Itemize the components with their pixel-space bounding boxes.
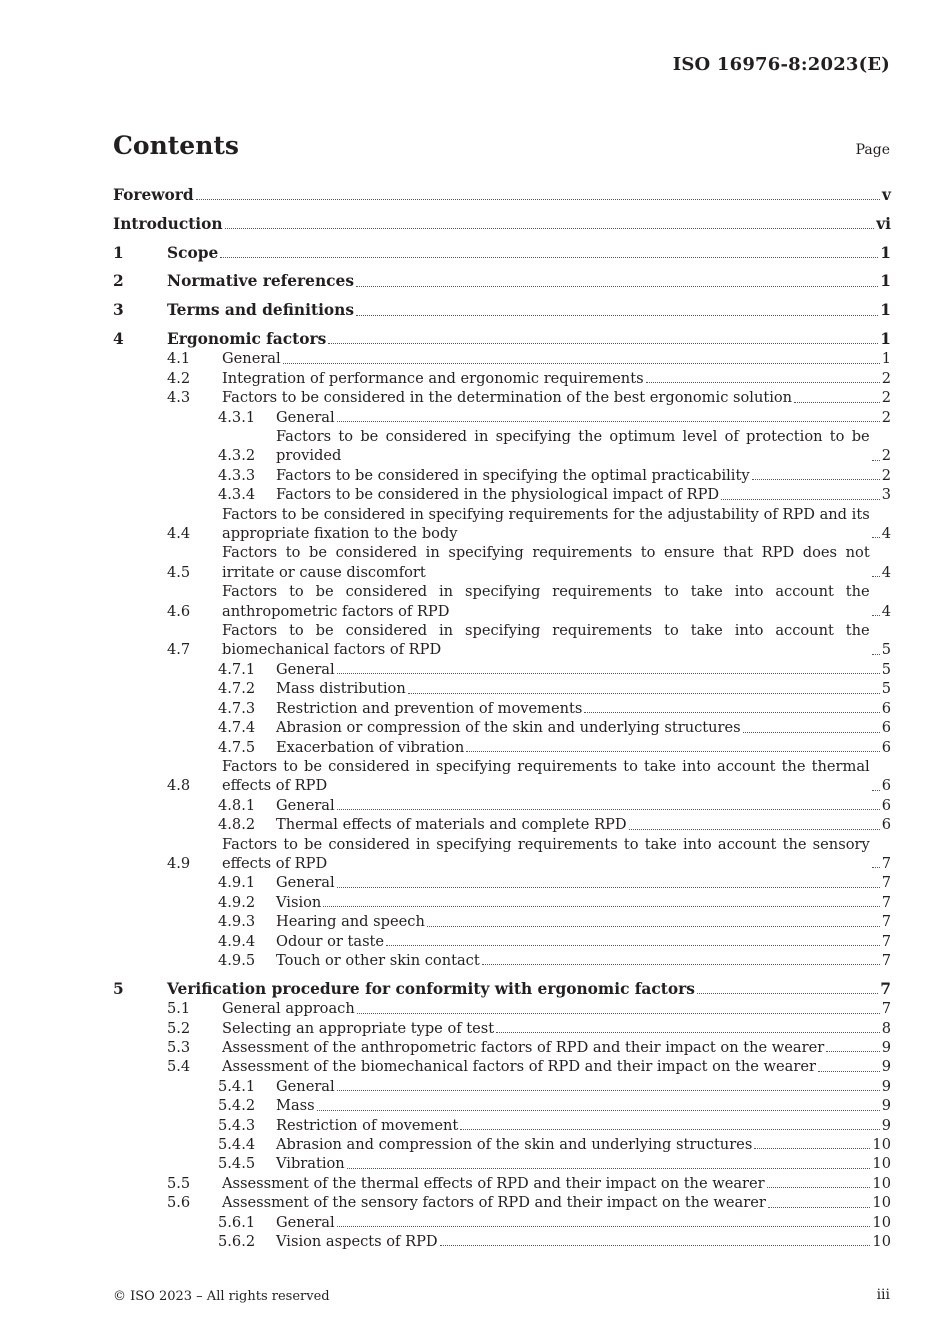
toc-entry-title-group — [222, 835, 882, 874]
dot-leader — [356, 286, 878, 287]
toc-entry-title-group — [276, 408, 882, 427]
toc-entry[interactable] — [113, 1135, 891, 1154]
toc-entry-title-group — [167, 301, 880, 320]
toc-entry-title: Restriction and prevention of movements — [276, 699, 583, 717]
toc-entry-number: 4.8 — [167, 777, 191, 795]
toc-entry-title-group — [113, 215, 876, 234]
toc-entry-title-group — [276, 951, 882, 970]
toc-entry[interactable] — [113, 369, 891, 388]
toc-entry-title-group — [222, 582, 882, 621]
toc-entry[interactable] — [113, 873, 891, 892]
toc-entry-title-group — [276, 1135, 872, 1154]
toc-entry-title: Introduction — [113, 214, 223, 233]
toc-entry-title: Assessment of the thermal effects of RPD and their impact on the wearer — [222, 1174, 765, 1192]
toc-entry-number: 5.4 — [167, 1058, 191, 1076]
toc-entry[interactable] — [113, 244, 891, 263]
toc-entry-title: Mass — [276, 1097, 315, 1115]
toc-entry[interactable] — [113, 980, 891, 999]
toc-entry-page: 10 — [872, 1233, 891, 1251]
dot-leader — [196, 199, 880, 200]
toc-entry-page: 10 — [872, 1136, 891, 1154]
toc-entry-page: 9 — [881, 1077, 891, 1095]
toc-entry[interactable] — [113, 408, 891, 427]
page-title: Contents — [113, 131, 240, 160]
toc-entry-title-group — [222, 1193, 872, 1212]
toc-entry[interactable] — [113, 999, 891, 1018]
toc-entry-title-group — [276, 1154, 872, 1173]
toc-entry-title-group — [113, 186, 882, 205]
toc-entry-number: 5.4.2 — [218, 1097, 256, 1115]
toc-entry-title: Factors to be considered in specifying requirements to ensure that RPD does not irritate or cause discomfort — [222, 544, 870, 581]
toc-entry-title-group — [276, 1116, 882, 1135]
toc-entry-page: 4 — [881, 563, 891, 581]
toc-entry-page: 6 — [881, 777, 891, 795]
dot-leader — [408, 693, 880, 694]
dot-leader — [337, 1090, 880, 1091]
toc-entry-title: Restriction of movement — [276, 1116, 459, 1134]
toc-entry-title: General approach — [222, 1000, 355, 1018]
dot-leader — [323, 906, 879, 907]
toc-entry-title-group — [222, 543, 882, 582]
dot-leader — [337, 1226, 871, 1227]
dot-leader — [317, 1110, 880, 1111]
toc-entry-page: 3 — [881, 486, 891, 504]
toc-entry-title-group — [222, 349, 882, 368]
toc-entry-title: General — [222, 350, 281, 368]
toc-entry-number: 4.2 — [167, 369, 191, 387]
toc-entry-page: 4 — [881, 525, 891, 543]
toc-entry-title-group — [276, 699, 882, 718]
toc-entry-title: Ergonomic factors — [167, 329, 327, 348]
toc-entry[interactable] — [113, 796, 891, 815]
toc-entry[interactable] — [113, 1232, 891, 1251]
toc-entry-title-group — [167, 330, 880, 349]
toc-entry-title-group — [276, 932, 882, 951]
toc-entry[interactable] — [113, 1057, 891, 1076]
toc-entry-title-group — [276, 485, 882, 504]
toc-entry[interactable] — [113, 757, 891, 796]
toc-entry-title: General — [276, 796, 335, 814]
toc-entry-title-group — [222, 1038, 882, 1057]
toc-entry[interactable] — [113, 660, 891, 679]
toc-entry[interactable] — [113, 272, 891, 291]
dot-leader — [752, 479, 880, 480]
toc-entry-number: 4.9 — [167, 854, 191, 872]
toc-entry-title: Factors to be considered in specifying requirements for the adjustability of RPD and its appropriate fixation to the body — [222, 505, 870, 543]
toc-entry-title-group — [276, 466, 882, 485]
toc-entry-page: 6 — [881, 719, 891, 737]
toc-entry-number: 4.7.4 — [218, 719, 256, 737]
toc-entry-number: 4.7.1 — [218, 660, 256, 678]
dot-leader — [337, 673, 880, 674]
toc-entry-number: 5.4.4 — [218, 1136, 256, 1154]
toc-entry-title-group — [276, 738, 882, 757]
toc-entry-page: 7 — [881, 913, 891, 931]
toc-entry-page: 6 — [881, 796, 891, 814]
toc-entry-number: 4.4 — [167, 525, 191, 543]
toc-entry-number: 4.7.3 — [218, 699, 256, 717]
toc-entry-title-group — [222, 621, 882, 660]
toc-entry-title: Abrasion or compression of the skin and underlying structures — [276, 719, 741, 737]
dot-leader — [646, 382, 880, 383]
dot-leader — [220, 257, 878, 258]
toc-entry-title-group — [276, 1232, 872, 1251]
dot-leader — [826, 1051, 880, 1052]
toc-entry-title: Mass distribution — [276, 680, 406, 698]
toc-entry-page: 7 — [881, 854, 891, 872]
toc-entry[interactable] — [113, 388, 891, 407]
toc-entry-number: 4.3 — [167, 389, 191, 407]
toc-entry-title-group — [276, 427, 882, 466]
toc-entry[interactable] — [113, 485, 891, 504]
dot-leader — [466, 751, 879, 752]
dot-leader — [872, 576, 880, 577]
toc-entry-number: 4.5 — [167, 563, 191, 581]
toc-entry[interactable] — [113, 505, 891, 544]
toc-entry-title-group — [276, 815, 882, 834]
toc-entry-title-group — [222, 1174, 872, 1193]
dot-leader — [872, 615, 880, 616]
toc-entry-number: 4.6 — [167, 602, 191, 620]
dot-leader — [721, 499, 880, 500]
toc-entry-page: 1 — [880, 243, 891, 262]
toc-entry-page: 9 — [881, 1058, 891, 1076]
toc-entry[interactable] — [113, 349, 891, 368]
toc-entry-number: 4.7.2 — [218, 680, 256, 698]
toc-entry-number: 4.1 — [167, 350, 191, 368]
dot-leader — [872, 790, 880, 791]
toc-entry-title-group — [222, 369, 882, 388]
toc-entry[interactable] — [113, 738, 891, 757]
toc-entry-page: 10 — [872, 1194, 891, 1212]
toc-entry-page: 9 — [881, 1116, 891, 1134]
toc-entry-title-group — [167, 980, 880, 999]
toc-entry-title: Factors to be considered in specifying the optimum level of protection to be provided — [276, 428, 870, 465]
toc-entry-page: 10 — [872, 1174, 891, 1192]
dot-leader — [386, 945, 880, 946]
dot-leader — [357, 1013, 880, 1014]
toc-entry-number: 4.9.1 — [218, 874, 256, 892]
toc-entry-number: 4.9.4 — [218, 932, 256, 950]
toc-entry-number: 4.9.2 — [218, 893, 256, 911]
toc-entry-page: 10 — [872, 1213, 891, 1231]
toc-entry[interactable] — [113, 215, 891, 234]
toc-entry-page: 5 — [881, 680, 891, 698]
dot-leader — [440, 1245, 871, 1246]
toc-entry-page: 2 — [881, 466, 891, 484]
toc-entry-number: 5.3 — [167, 1039, 191, 1056]
toc-entry-title-group — [222, 757, 882, 796]
toc-entry-number: 5.6 — [167, 1194, 191, 1212]
toc-entry[interactable] — [113, 466, 891, 485]
toc-entry[interactable] — [113, 1077, 891, 1096]
dot-leader — [347, 1168, 871, 1169]
toc-entry-title: Assessment of the biomechanical factors of RPD and their impact on the wearer — [222, 1058, 816, 1076]
toc-entry[interactable] — [113, 932, 891, 951]
dot-leader — [743, 732, 880, 733]
toc-entry-number: 5.2 — [167, 1019, 191, 1037]
toc-entry-page: v — [882, 186, 891, 204]
toc-entry-page: 7 — [881, 893, 891, 911]
toc-entry[interactable] — [113, 1116, 891, 1135]
toc-entry-title: General — [276, 1213, 335, 1231]
toc-entry[interactable] — [113, 543, 891, 582]
dot-leader — [584, 712, 879, 713]
toc-entry-number: 4.3.4 — [218, 486, 256, 504]
toc-entry-page: 6 — [881, 738, 891, 756]
dot-leader — [767, 1187, 871, 1188]
toc-entry-title: Normative references — [167, 272, 354, 291]
dot-leader — [356, 315, 878, 316]
dot-leader — [482, 964, 880, 965]
toc-entry-title-group — [276, 796, 882, 815]
dot-leader — [460, 1129, 879, 1130]
dot-leader — [337, 887, 880, 888]
toc-entry[interactable] — [113, 835, 891, 874]
toc-entry-page: 7 — [881, 1000, 891, 1018]
page-number: iii — [876, 1287, 890, 1303]
toc-entry[interactable] — [113, 186, 891, 205]
toc-entry[interactable] — [113, 679, 891, 698]
dot-leader — [427, 926, 880, 927]
toc-entry-page: 2 — [881, 369, 891, 387]
table-of-contents — [113, 186, 891, 1251]
toc-entry-title: Vibration — [276, 1155, 345, 1173]
toc-entry-title: Odour or taste — [276, 932, 385, 950]
toc-entry-number: 4.7.5 — [218, 738, 256, 756]
toc-entry-title: Assessment of the sensory factors of RPD and their impact on the wearer — [222, 1194, 766, 1212]
toc-entry-title: Terms and definitions — [167, 301, 355, 320]
toc-entry-page: 2 — [881, 447, 891, 465]
dot-leader — [697, 993, 878, 994]
toc-entry-title-group — [276, 912, 882, 931]
toc-entry-number: 4 — [113, 329, 124, 348]
toc-entry[interactable] — [113, 1096, 891, 1115]
toc-entry-page: 10 — [872, 1155, 891, 1173]
toc-entry-page: 7 — [881, 932, 891, 950]
toc-entry-number: 5.6.1 — [218, 1213, 256, 1231]
toc-entry-number: 5.5 — [167, 1174, 191, 1192]
toc-entry-page: 7 — [880, 979, 891, 998]
dot-leader — [225, 228, 875, 229]
toc-entry[interactable] — [113, 1174, 891, 1193]
dot-leader — [496, 1032, 880, 1033]
dot-leader — [872, 867, 880, 868]
toc-entry[interactable] — [113, 1213, 891, 1232]
toc-entry[interactable] — [113, 621, 891, 660]
toc-entry-title-group — [222, 1057, 882, 1076]
toc-entry-page: 8 — [881, 1019, 891, 1037]
toc-entry-number: 5.4.1 — [218, 1077, 256, 1095]
toc-entry-number: 2 — [113, 272, 124, 291]
toc-entry-title: Verification procedure for conformity with ergonomic factors — [167, 979, 695, 998]
toc-entry[interactable] — [113, 427, 891, 466]
toc-entry[interactable] — [113, 699, 891, 718]
toc-entry-title: Factors to be considered in the determination of the best ergonomic solution — [222, 389, 793, 407]
toc-entry-number: 5 — [113, 979, 124, 998]
document-id: ISO 16976-8:2023(E) — [672, 54, 890, 75]
toc-entry[interactable] — [113, 893, 891, 912]
toc-entry-title-group — [167, 244, 880, 263]
toc-entry-title: General — [276, 660, 335, 678]
toc-entry[interactable] — [113, 912, 891, 931]
toc-entry-page: 1 — [881, 350, 891, 368]
toc-entry-title: Vision aspects of RPD — [276, 1233, 438, 1251]
toc-entry[interactable] — [113, 815, 891, 834]
toc-entry[interactable] — [113, 1019, 891, 1038]
toc-entry-number: 4.8.2 — [218, 816, 256, 834]
toc-entry-title: General — [276, 874, 335, 892]
toc-entry[interactable] — [113, 301, 891, 320]
toc-entry-title: Touch or other skin contact — [276, 951, 480, 969]
toc-entry-number: 5.1 — [167, 1000, 191, 1018]
toc-entry-number: 5.6.2 — [218, 1233, 256, 1251]
toc-entry-title-group — [222, 388, 882, 407]
toc-entry-title-group — [276, 660, 882, 679]
toc-entry-title: Integration of performance and ergonomic requirements — [222, 369, 644, 387]
toc-entry-title: Hearing and speech — [276, 913, 425, 931]
toc-entry-title-group — [276, 893, 882, 912]
toc-entry-page: vi — [876, 214, 891, 233]
toc-entry-page: 7 — [881, 874, 891, 892]
toc-entry-page: 1 — [880, 272, 891, 291]
toc-entry-number: 1 — [113, 243, 124, 262]
toc-entry-number: 4.9.5 — [218, 951, 256, 969]
page-column-label: Page — [855, 142, 890, 158]
toc-entry[interactable] — [113, 1038, 891, 1057]
toc-entry-title-group — [222, 505, 882, 544]
dot-leader — [872, 654, 880, 655]
toc-entry-number: 4.8.1 — [218, 796, 256, 814]
dot-leader — [337, 809, 880, 810]
toc-entry-page: 1 — [880, 329, 891, 348]
dot-leader — [337, 421, 880, 422]
toc-entry-number: 3 — [113, 301, 124, 320]
toc-entry-number: 5.4.3 — [218, 1116, 256, 1134]
toc-entry-page: 2 — [881, 389, 891, 407]
toc-entry-page: 4 — [881, 602, 891, 620]
toc-entry-title-group — [222, 999, 882, 1018]
toc-entry-page: 6 — [881, 699, 891, 717]
toc-entry-title: General — [276, 408, 335, 426]
dot-leader — [872, 460, 880, 461]
dot-leader — [818, 1071, 880, 1072]
dot-leader — [283, 363, 880, 364]
toc-entry-page: 7 — [881, 951, 891, 969]
toc-entry-title-group — [276, 679, 882, 698]
toc-entry-page: 2 — [881, 408, 891, 426]
toc-entry[interactable] — [113, 951, 891, 970]
toc-entry-title: Vision — [276, 893, 322, 911]
toc-entry-number: 4.9.3 — [218, 913, 256, 931]
toc-entry-title-group — [276, 1096, 882, 1115]
toc-entry[interactable] — [113, 330, 891, 349]
toc-entry[interactable] — [113, 582, 891, 621]
toc-entry-page: 5 — [881, 641, 891, 659]
toc-entry-title-group — [276, 1213, 872, 1232]
toc-entry-title: Foreword — [113, 186, 194, 204]
toc-entry-number: 4.3.2 — [218, 447, 256, 465]
toc-entry-title-group — [276, 718, 882, 737]
toc-entry[interactable] — [113, 1154, 891, 1173]
toc-entry[interactable] — [113, 1193, 891, 1212]
toc-entry-title-group — [276, 1077, 882, 1096]
toc-entry-page: 9 — [881, 1039, 891, 1056]
dot-leader — [754, 1148, 870, 1149]
toc-entry-title-group — [167, 272, 880, 291]
toc-entry-title: Exacerbation of vibration — [276, 738, 465, 756]
toc-entry-title: Factors to be considered in specifying requirements to take into account the sensory effects of RPD — [222, 835, 870, 872]
copyright-notice: © ISO 2023 – All rights reserved — [113, 1289, 330, 1304]
toc-entry-title: Factors to be considered in specifying requirements to take into account the anthropometric factors of RPD — [222, 583, 870, 620]
toc-entry-title: Selecting an appropriate type of test — [222, 1019, 495, 1037]
toc-entry-page: 9 — [881, 1097, 891, 1115]
toc-entry-title: Factors to be considered in specifying the optimal practicability — [276, 466, 750, 484]
toc-entry-title: General — [276, 1077, 335, 1095]
toc-entry-number: 4.3.3 — [218, 466, 256, 484]
toc-entry-title-group — [276, 873, 882, 892]
toc-entry-title: Factors to be considered in specifying requirements to take into account the biomechanical factors of RPD — [222, 622, 870, 659]
toc-entry[interactable] — [113, 718, 891, 737]
toc-entry-title: Assessment of the anthropometric factors of RPD and their impact on the wearer — [222, 1039, 825, 1056]
toc-entry-page: 6 — [881, 816, 891, 834]
toc-entry-number: 4.7 — [167, 641, 191, 659]
toc-entry-title: Factors to be considered in specifying requirements to take into account the thermal effects of RPD — [222, 757, 870, 795]
toc-entry-title: Abrasion and compression of the skin and underlying structures — [276, 1136, 753, 1154]
toc-entry-page: 1 — [880, 301, 891, 320]
toc-entry-number: 5.4.5 — [218, 1155, 256, 1173]
dot-leader — [328, 343, 878, 344]
toc-entry-title: Scope — [167, 243, 219, 262]
dot-leader — [768, 1207, 871, 1208]
toc-entry-title-group — [222, 1019, 882, 1038]
toc-entry-number: 4.3.1 — [218, 408, 256, 426]
toc-entry-title: Thermal effects of materials and complete RPD — [276, 816, 627, 834]
toc-entry-title: Factors to be considered in the physiological impact of RPD — [276, 486, 720, 504]
dot-leader — [794, 402, 880, 403]
dot-leader — [629, 829, 880, 830]
toc-entry-page: 5 — [881, 660, 891, 678]
dot-leader — [872, 537, 880, 538]
